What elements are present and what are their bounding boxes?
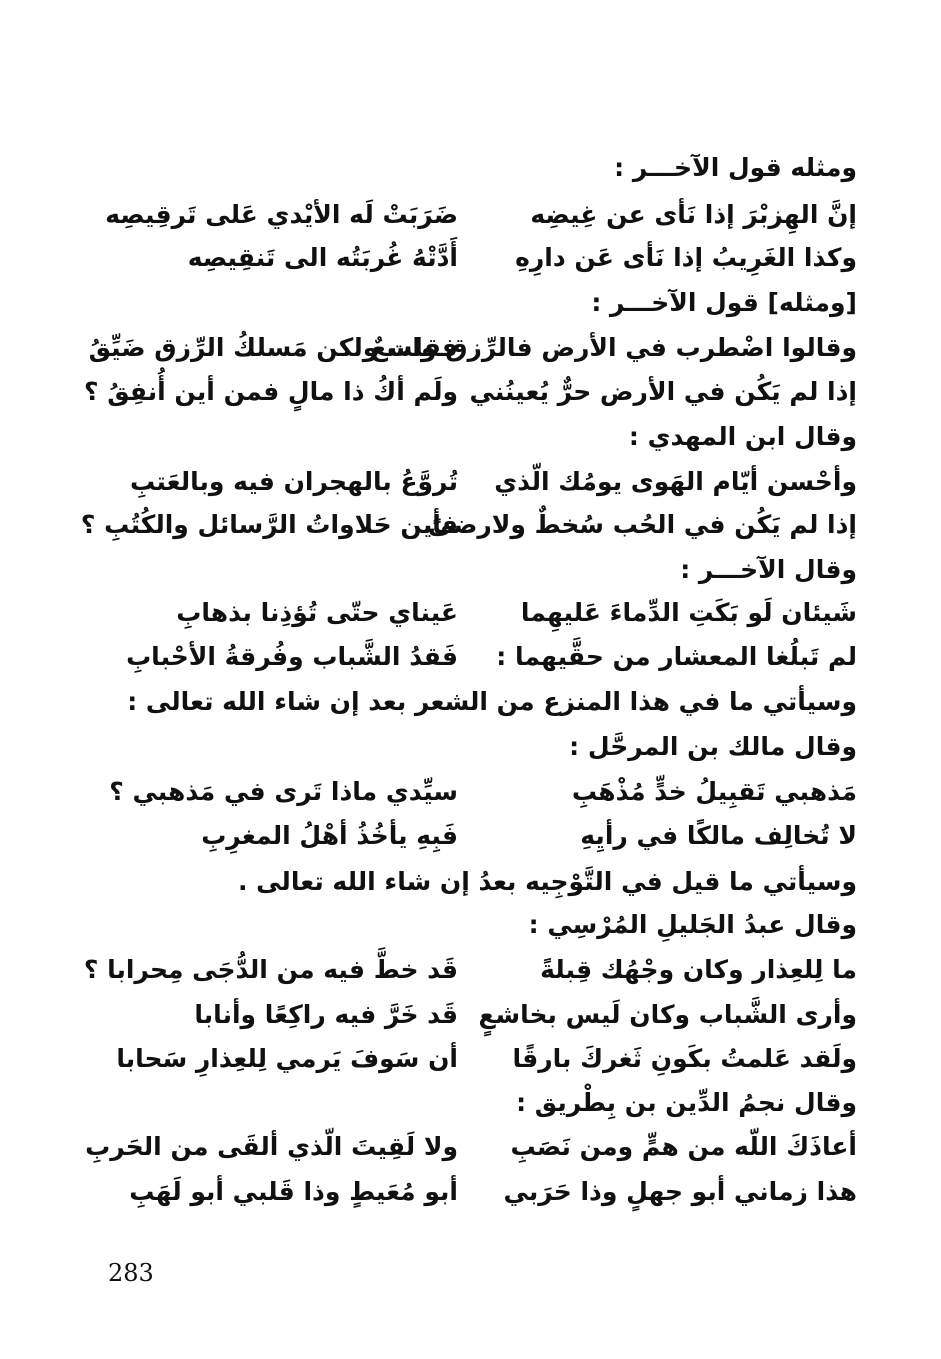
verse-first-hemistich: لم تَبلُغا المعشار من حقَّيهما :: [496, 642, 857, 671]
verse-second-hemistich: فَبِهِ يأخُذُ أهْلُ المغرِبِ: [201, 821, 458, 850]
section-heading: [ومثله] قول الآخـــر :: [591, 288, 857, 317]
verse-first-hemistich: شَيئان لَو بَكَتِ الدِّماءَ عَليهِما: [520, 598, 857, 627]
verse-second-hemistich: أن سَوفَ يَرمي لِلعِذارِ سَحابا: [116, 1044, 458, 1073]
verse-second-hemistich: تُروَّعُ بالهجران فيه وبالعَتبِ: [129, 467, 458, 496]
section-heading: وقال عبدُ الجَليلِ المُرْسِي :: [528, 910, 857, 939]
prose-line: وسيأتي ما قيل في التَّوْجِيه بعدُ إن شاء الله تعالى .: [237, 867, 857, 896]
verse-first-hemistich: وكذا الغَرِيبُ إذا نَأى عَن دارِهِ: [515, 243, 857, 272]
verse-first-hemistich: لا تُخالِف مالكًا في رأيِهِ: [580, 821, 857, 850]
section-heading: ومثله قول الآخـــر :: [614, 153, 857, 182]
verse-first-hemistich: إنَّ الهِزبْرَ إذا نَأى عن غِيضِه: [530, 200, 857, 229]
verse-first-hemistich: أعاذَكَ اللّه من همٍّ ومن نَصَبِ: [510, 1132, 857, 1161]
verse-first-hemistich: مَذهبي تَقبِيلُ خدٍّ مُذْهَبِ: [571, 777, 857, 806]
verse-second-hemistich: فقلت ولكن مَسلكُ الرِّزق ضَيِّقُ: [88, 333, 458, 362]
verse-second-hemistich: أَدَّتْهُ غُربَتُه الى تَنقِيصِه: [187, 243, 458, 272]
verse-second-hemistich: قَد خطَّ فيه من الدُّجَى مِحرابا ؟: [83, 955, 458, 984]
prose-line: وسيأتي ما في هذا المنزع من الشعر بعد إن شاء الله تعالى :: [127, 687, 857, 716]
section-heading: وقال ابن المهدي :: [628, 422, 857, 451]
verse-second-hemistich: عَيناي حتّى تُؤذِنا بذهابِ: [176, 598, 458, 627]
verse-second-hemistich: ضَرَبَتْ لَه الأيْدي عَلى تَرقِيصِه: [105, 200, 458, 229]
verse-first-hemistich: وأرى الشَّباب وكان لَيس بخاشعٍ: [478, 1000, 857, 1029]
verse-second-hemistich: ولا لَقِيتَ الّذي ألقَى من الحَربِ: [85, 1132, 458, 1161]
verse-first-hemistich: إذا لم يَكُن في الحُب سُخطٌ ولارضىً: [427, 510, 857, 539]
verse-second-hemistich: فَقدُ الشَّباب وفُرقةُ الأحْبابِ: [126, 642, 458, 671]
verse-first-hemistich: هذا زماني أبو جهلٍ وذا حَرَبي: [503, 1177, 857, 1206]
section-heading: وقال الآخـــر :: [680, 555, 857, 584]
verse-second-hemistich: ولَم أكُ ذا مالٍ فمن أين أُنفِقُ ؟: [84, 377, 458, 406]
verse-first-hemistich: وقالوا اضْطرب في الأرض فالرِّزق واسعٌ: [370, 333, 857, 362]
verse-second-hemistich: سيِّدي ماذا تَرى في مَذهبي ؟: [109, 777, 458, 806]
verse-first-hemistich: وأحْسن أيّام الهَوى يومُك الّذي: [494, 467, 857, 496]
section-heading: وقال مالك بن المرحَّل :: [569, 732, 857, 761]
verse-second-hemistich: فأين حَلاواتُ الرَّسائل والكُتُبِ ؟: [80, 510, 458, 539]
verse-second-hemistich: قَد خَرَّ فيه راكِعًا وأنابا: [194, 1000, 458, 1029]
page-number: 283: [108, 1259, 154, 1287]
verse-first-hemistich: إذا لم يَكُن في الأرض حرٌّ يُعينُني: [469, 377, 857, 406]
verse-second-hemistich: أبو مُعَيطٍ وذا قَلبي أبو لَهَبِ: [129, 1177, 458, 1206]
verse-first-hemistich: ولَقد عَلمتُ بكَونِ ثَغركَ بارقًا: [512, 1044, 857, 1073]
section-heading: وقال نجمُ الدِّين بن بِطْريق :: [516, 1088, 857, 1117]
verse-first-hemistich: ما لِلعِذار وكان وجْهُك قِبلةً: [540, 955, 857, 984]
